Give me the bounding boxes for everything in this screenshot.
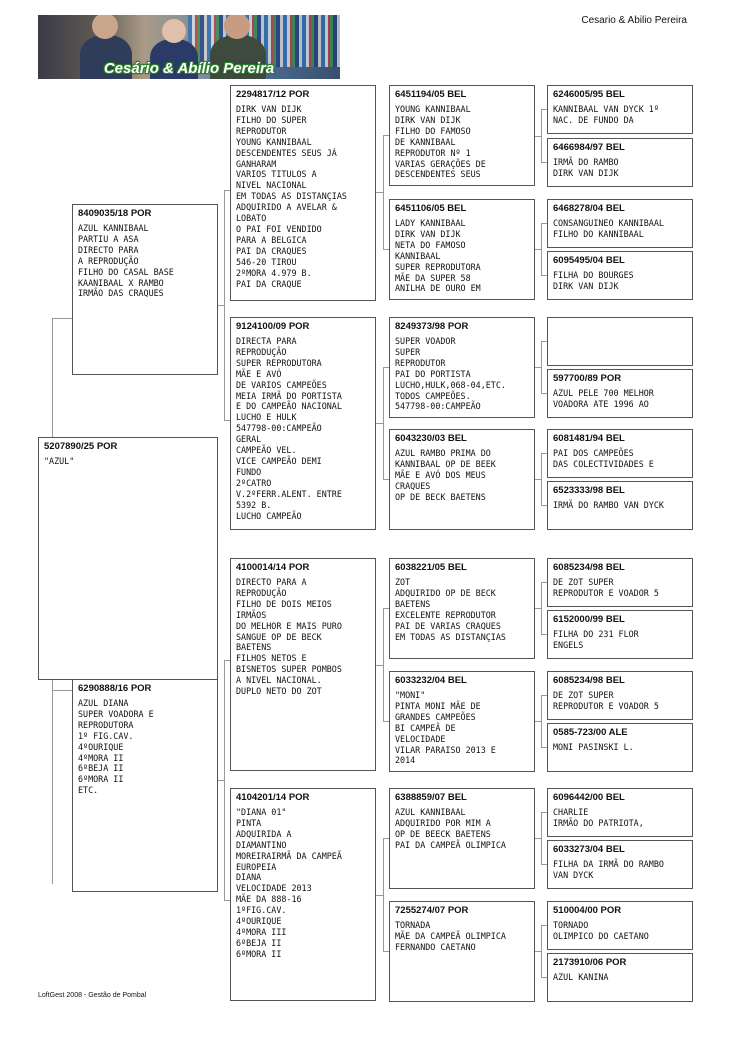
pedigree-card-dddd	[547, 953, 693, 1002]
bird-notes: AZUL KANINA	[553, 972, 609, 982]
ring-number: 6523333/98 BEL	[553, 485, 625, 496]
connector-line	[541, 812, 542, 864]
banner-title: Cesário & Abílio Pereira	[103, 60, 275, 77]
connector-line	[224, 660, 225, 900]
bird-notes: AZUL KANNIBAAL ADQUIRIDO POR MIM A OP DE BEECK BAETENS PAI DA CAMPEÃ OLIMPICA	[395, 807, 506, 850]
ring-number: 6033273/04 BEL	[553, 844, 625, 855]
bird-notes: SUPER VOADOR SUPER REPRODUTOR PAI DO PORTISTA LUCHO,HULK,068-04,ETC. TODOS CAMPEÕES. 547798-00:CAMPEÃO	[395, 336, 506, 412]
pedigree-card-sdsd	[547, 369, 693, 418]
ring-number: 6388859/07 BEL	[395, 792, 467, 803]
bird-notes: CONSANGUINEO KANNIBAAL FILHO DO KANNIBAAL	[553, 218, 664, 239]
bird-notes: IRMÃ DO RAMBO DIRK VAN DIJK	[553, 157, 619, 178]
pedigree-card-sdd	[389, 429, 535, 530]
connector-line	[224, 190, 225, 420]
loft-banner-image	[38, 15, 340, 79]
bird-notes: DE ZOT SUPER REPRODUTOR E VOADOR 5	[553, 690, 659, 711]
pedigree-card-dsds	[547, 671, 693, 720]
owner-name: Cesario & Abilio Pereira	[581, 15, 687, 26]
connector-line	[541, 109, 542, 162]
pedigree-card-dssd	[547, 610, 693, 659]
pedigree-card-sssd	[547, 138, 693, 187]
connector-line	[383, 135, 384, 249]
connector-line	[383, 367, 384, 479]
ring-number: 6038221/05 BEL	[395, 562, 467, 573]
bird-notes: ZOT ADQUIRIDO OP DE BECK BAETENS EXCELENTE REPRODUTOR PAI DE VARIAS CRAQUES EM TODAS AS DISTANÇIAS	[395, 577, 506, 642]
ring-number: 6043230/03 BEL	[395, 433, 467, 444]
bird-notes: "MONI" PINTA MONI MÃE DE GRANDES CAMPEÕES BI CAMPEÃ DE VELOCIDADE VILAR PARAISO 2013 E 2014	[395, 690, 496, 766]
connector-line	[541, 925, 542, 977]
bird-notes: FILHA DO BOURGES DIRK VAN DIJK	[553, 270, 634, 291]
connector-line	[52, 690, 72, 691]
pedigree-card-dam-dam	[230, 788, 376, 1001]
bird-notes: PAI DOS CAMPEÕES DAS COLECTIVIDADES E	[553, 448, 654, 469]
pedigree-card-sds	[389, 317, 535, 418]
ring-number: 6468278/04 BEL	[553, 203, 625, 214]
ring-number: 597700/89 POR	[553, 373, 622, 384]
bird-notes: LADY KANNIBAAL DIRK VAN DIJK NETA DO FAMOSO KANNIBAAL SUPER REPRODUTORA MÃE DA SUPER 58 ANILHA DE OURO EM	[395, 218, 481, 294]
pedigree-card-dsd	[389, 671, 535, 772]
bird-notes: AZUL PELE 700 MELHOR VOADORA ATE 1996 AO	[553, 388, 654, 409]
ring-number: 5207890/25 POR	[44, 441, 118, 452]
pedigree-card-ddd	[389, 901, 535, 1002]
pedigree-card-dds	[389, 788, 535, 889]
pedigree-card-sss	[389, 85, 535, 186]
ring-number: 6033232/04 BEL	[395, 675, 467, 686]
bird-notes: TORNADA MÃE DA CAMPEÃ OLIMPICA FERNANDO CAETANO	[395, 920, 506, 952]
pedigree-card-ssdd	[547, 251, 693, 300]
bird-notes: IRMÃ DO RAMBO VAN DYCK	[553, 500, 664, 510]
pedigree-card-sire-dam	[230, 317, 376, 530]
ring-number: 8249373/98 POR	[395, 321, 469, 332]
bird-notes: "DIANA 01" PINTA ADQUIRIDA A DIAMANTINO MOREIRAIRMÃ DA CAMPEÃ EUROPEIA DIANA VELOCIDADE 2013 MÃE DA 888-16 1ºFIG.CAV. 4ºOURIQUE 4ºMORA III 6ºBEJA II 6ºMORA II	[236, 807, 342, 959]
connector-line	[541, 453, 542, 505]
ring-number: 6095495/04 BEL	[553, 255, 625, 266]
bird-notes: KANNIBAAL VAN DYCK 1º NAC. DE FUNDO DA	[553, 104, 659, 125]
bird-notes: DE ZOT SUPER REPRODUTOR E VOADOR 5	[553, 577, 659, 598]
ring-number: 2294817/12 POR	[236, 89, 310, 100]
pedigree-card-sdss	[547, 317, 693, 366]
pedigree-card-sire-sire	[230, 85, 376, 301]
ring-number: 6096442/00 BEL	[553, 792, 625, 803]
ring-number: 4104201/14 POR	[236, 792, 310, 803]
connector-line	[376, 665, 383, 666]
pedigree-card-sdds	[547, 429, 693, 478]
connector-line	[541, 223, 542, 275]
pedigree-card-subject	[38, 437, 218, 680]
ring-number: 6085234/98 BEL	[553, 675, 625, 686]
connector-line	[383, 608, 384, 721]
pedigree-card-ddsd	[547, 840, 693, 889]
bird-notes: DIRECTA PARA REPRODUÇÃO SUPER REPRODUTORA MÃE E AVÓ DE VARIOS CAMPEÕES MEIA IRMÃ DO PORTISTA E DO CAMPEÃO NACIONAL LUCHO E HULK 547798-00:CAMPEÃO GERAL CAMPEÃO VEL. VICE CAMPEÃO DEMI FUNDO 2ºCATRO V.2ºFERR.ALENT. ENTRE 5392 B. LUCHO CAMPEÃO	[236, 336, 342, 521]
banner-person-2-head	[162, 19, 186, 43]
bird-notes: AZUL DIANA SUPER VOADORA E REPRODUTORA 1º FIG.CAV. 4ºOURIQUE 4ºMORA II 6ºBEJA II 6ºMORA II ETC.	[78, 698, 154, 796]
connector-line	[52, 318, 72, 319]
ring-number: 6085234/98 BEL	[553, 562, 625, 573]
pedigree-card-sire	[72, 204, 218, 375]
connector-line	[376, 895, 383, 896]
ring-number: 6081481/94 BEL	[553, 433, 625, 444]
bird-notes: DIRECTO PARA A REPRODUÇÃO FILHO DE DOIS MEIOS IRMÃOS DO MELHOR E MAIS PURO SANGUE OP DE BECK BAETENS FILHOS NETOS E BISNETOS SUPER POMBOS A NIVEL NACIONAL. DUPLO NETO DO ZOT	[236, 577, 342, 697]
bird-notes: MONI PASINSKI L.	[553, 742, 634, 752]
pedigree-card-ssds	[547, 199, 693, 248]
ring-number: 510004/00 POR	[553, 905, 622, 916]
ring-number: 6466984/97 BEL	[553, 142, 625, 153]
pedigree-card-ddds	[547, 901, 693, 950]
ring-number: 2173910/06 POR	[553, 957, 627, 968]
bird-notes: "AZUL"	[44, 456, 75, 466]
connector-line	[541, 695, 542, 747]
pedigree-card-dsss	[547, 558, 693, 607]
ring-number: 6152000/99 BEL	[553, 614, 625, 625]
connector-line	[376, 423, 383, 424]
bird-notes: DIRK VAN DIJK FILHO DO SUPER REPRODUTOR YOUNG KANNIBAAL DESCENDENTES SEUS JÁ GANHARAM VARIOS TITULOS A NIVEL NACIONAL EM TODAS AS DISTANÇIAS ADQUIRIDO A AVELAR & LOBATO O PAI FOI VENDIDO PARA A BELGICA PAI DA CRAQUES 546-20 TIROU 2ºMORA 4.979 B. PAI DA CRAQUE	[236, 104, 347, 289]
connector-line	[383, 838, 384, 951]
bird-notes: AZUL RAMBO PRIMA DO KANNIBAAL OP DE BEEK MÃE E AVÓ DOS MEUS CRAQUES OP DE BECK BAETENS	[395, 448, 496, 502]
ring-number: 8409035/18 POR	[78, 208, 152, 219]
connector-line	[376, 192, 383, 193]
ring-number: 6290888/16 POR	[78, 683, 152, 694]
bird-notes: CHARLIE IRMÃO DO PATRIOTA,	[553, 807, 644, 828]
bird-notes: FILHA DA IRMÃ DO RAMBO VAN DYCK	[553, 859, 664, 880]
pedigree-card-dam	[72, 679, 218, 892]
bird-notes: YOUNG KANNIBAAL DIRK VAN DIJK FILHO DO FAMOSO DE KANNIBAAL REPRODUTOR Nº 1 VARIAS GERAÇÕES DE DESCENDENTES SEUS	[395, 104, 486, 180]
connector-line	[541, 582, 542, 634]
pedigree-card-sddd	[547, 481, 693, 530]
footer-credit: LoftGest 2008 - Gestão de Pombal	[38, 992, 147, 999]
pedigree-card-ddss	[547, 788, 693, 837]
pedigree-card-ssss	[547, 85, 693, 134]
ring-number: 9124100/09 POR	[236, 321, 310, 332]
ring-number: 0585-723/00 ALE	[553, 727, 628, 738]
pedigree-card-dsdd	[547, 723, 693, 772]
pedigree-card-dam-sire	[230, 558, 376, 771]
ring-number: 4100014/14 POR	[236, 562, 310, 573]
ring-number: 6451194/05 BEL	[395, 89, 467, 100]
pedigree-card-ssd	[389, 199, 535, 300]
ring-number: 6246005/95 BEL	[553, 89, 625, 100]
bird-notes: FILHA DO 231 FLOR ENGELS	[553, 629, 639, 650]
bird-notes: TORNADO OLIMPICO DO CAETANO	[553, 920, 649, 941]
pedigree-card-dss	[389, 558, 535, 659]
ring-number: 6451106/05 BEL	[395, 203, 467, 214]
ring-number: 7255274/07 POR	[395, 905, 469, 916]
bird-notes: AZUL KANNIBAAL PARTIU A ASA DIRECTO PARA A REPRODUÇÃO FILHO DO CASAL BASE KAANIBAAL X RAMBO IRMÃO DAS CRAQUES	[78, 223, 174, 299]
connector-line	[541, 341, 542, 393]
